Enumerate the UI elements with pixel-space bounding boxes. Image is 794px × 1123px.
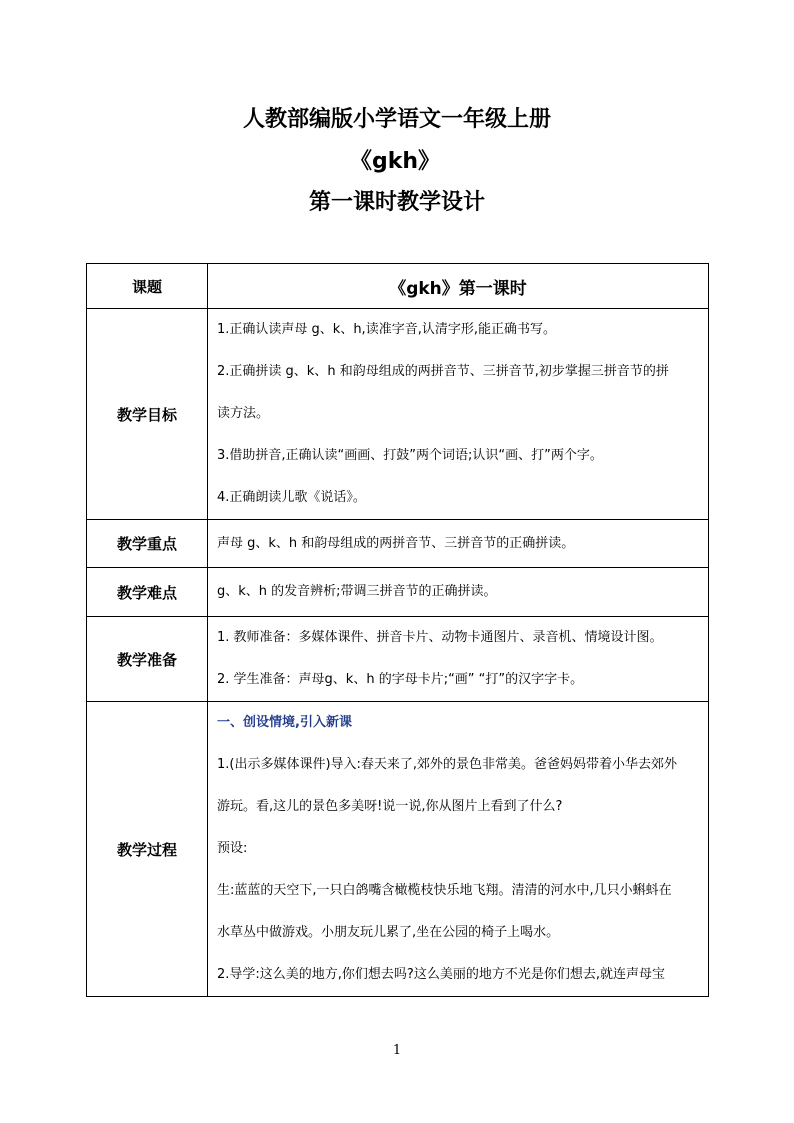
objective-line: 2.正确拼读 g、k、h 和韵母组成的两拼音节、三拼音节,初步掌握三拼音节的拼 [217, 364, 669, 379]
process-line: 2.导学:这么美的地方,你们想去吗?这么美丽的地方不光是你们想去,就连声母宝 [217, 967, 665, 982]
key-points-content [208, 520, 709, 568]
table-row-preparation [87, 617, 709, 702]
process-section-heading: 一、创设情境,引入新课 [217, 715, 352, 730]
difficulties-content [208, 568, 709, 617]
objective-line: 读方法。 [217, 406, 270, 421]
process-line: 预设: [217, 841, 248, 856]
process-line: 生:蓝蓝的天空下,一只白鸽嘴含橄榄枝快乐地飞翔。清清的河水中,几只小蝌蚪在 [217, 883, 672, 898]
lesson-plan-table [86, 263, 709, 997]
header-label: 课题 [87, 264, 208, 309]
process-content [208, 702, 709, 997]
objective-line: 3.借助拼音,正确认读“画画、打鼓”两个词语;认识“画、打”两个字。 [217, 448, 603, 463]
difficulty-line: g、k、h 的发音辨析;带调三拼音节的正确拼读。 [217, 584, 497, 599]
table-row-difficulties [87, 568, 709, 617]
document-subtitle: 《gkh》 [349, 149, 441, 174]
document-heading: 第一课时教学设计 [308, 190, 485, 215]
objective-line: 4.正确朗读儿歌《说话》。 [217, 490, 366, 505]
preparation-line: 1. 教师准备：多媒体课件、拼音卡片、动物卡通图片、录音机、情境设计图。 [217, 630, 663, 645]
table-row-key-points [87, 520, 709, 568]
table-row-process [87, 702, 709, 997]
objective-line: 1.正确认读声母 g、k、h,读准字音,认清字形,能正确书写。 [217, 322, 556, 337]
table-row-header [87, 264, 709, 309]
preparation-content [208, 617, 709, 702]
page-number: 1 [392, 1043, 402, 1058]
process-line: 1.(出示多媒体课件)导入:春天来了,郊外的景色非常美。爸爸妈妈带着小华去郊外 [217, 757, 678, 772]
process-label: 教学过程 [87, 702, 208, 997]
preparation-label: 教学准备 [87, 617, 208, 702]
header-value: 《gkh》第一课时 [208, 264, 709, 309]
table-row-objectives [87, 309, 709, 520]
preparation-line: 2. 学生准备：声母g、k、h 的字母卡片;“画” “打”的汉字字卡。 [217, 672, 584, 687]
objectives-label: 教学目标 [87, 309, 208, 520]
difficulties-label: 教学难点 [87, 568, 208, 617]
key-points-label: 教学重点 [87, 520, 208, 568]
document-title: 人教部编版小学语文一年级上册 [242, 107, 551, 132]
objectives-content [208, 309, 709, 520]
key-point-line: 声母 g、k、h 和韵母组成的两拼音节、三拼音节的正确拼读。 [217, 535, 575, 551]
process-line: 水草丛中做游戏。小朋友玩儿累了,坐在公园的椅子上喝水。 [217, 925, 560, 940]
process-line: 游玩。看,这儿的景色多美呀!说一说,你从图片上看到了什么? [217, 799, 563, 814]
